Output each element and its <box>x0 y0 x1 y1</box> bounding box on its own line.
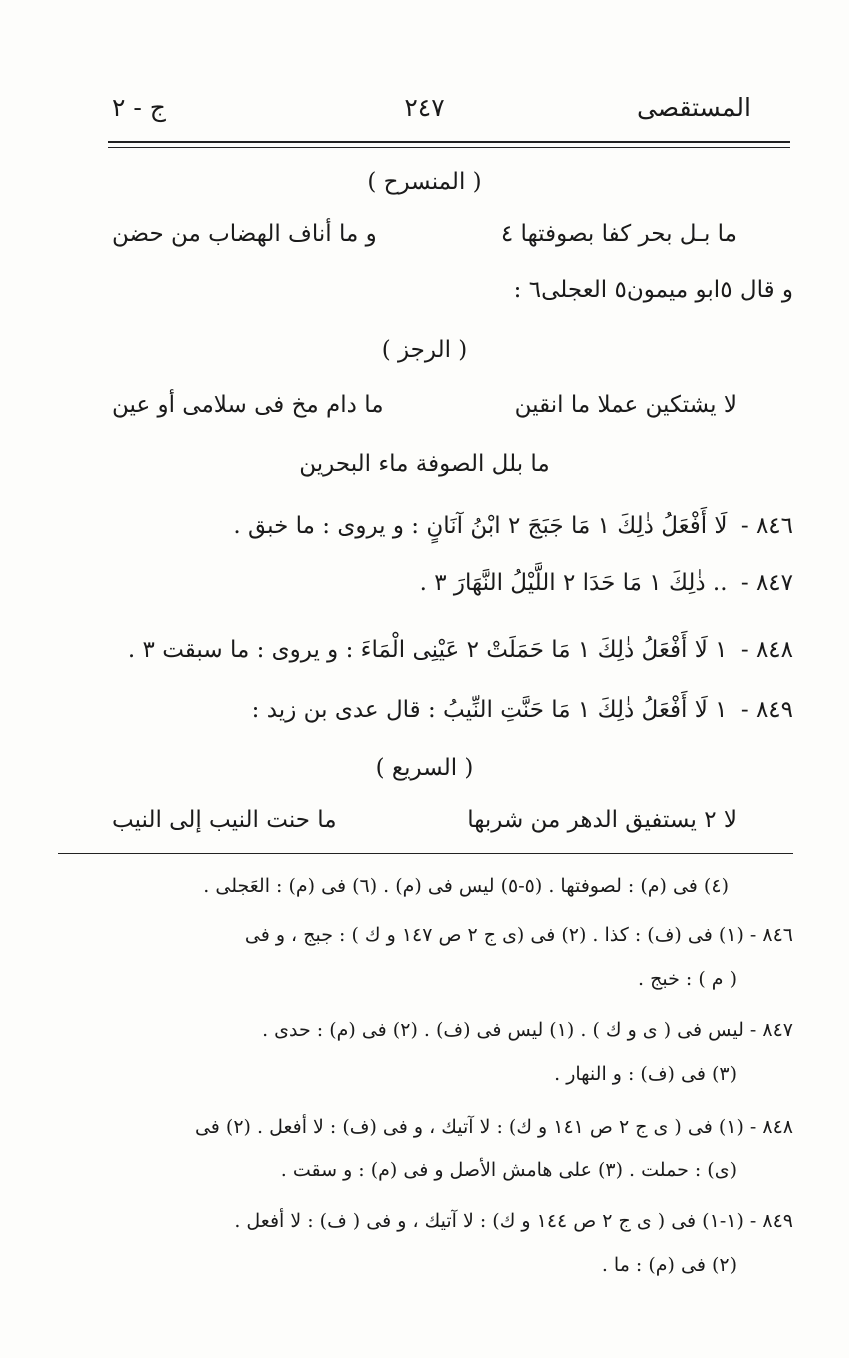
proverb-number: ٨٤٩ - <box>740 697 793 723</box>
verse-hemistich: ما بـل بحر كفا بصوفتها ٤ <box>500 221 737 247</box>
meter-label: ( المنسرح ) <box>367 169 482 195</box>
proverb-entry <box>128 630 793 670</box>
verse-line: ما بلل الصوفة ماء البحرين <box>299 451 550 477</box>
verse-hemistich: لا ٢ يستفيق الدهر من شربها <box>467 807 737 833</box>
verse-hemistich: ما حنت النيب إلى النيب <box>112 807 337 833</box>
attribution-line: و قال ٥ابو ميمون٥ العجلى٦ : <box>513 277 793 303</box>
verse-hemistich: و ما أناف الهضاب من حضن <box>112 221 377 247</box>
footnote-line: ٨٤٩ - (١-١) فى ( ى ج ٢ ص ١٤٤ و ك) : لا آتيك ، و فى ( ف) : لا أفعل . <box>234 1210 793 1232</box>
volume-label: ج - ٢ <box>112 93 166 122</box>
proverb-entry <box>233 506 793 546</box>
proverb-number: ٨٤٨ - <box>740 637 793 663</box>
proverb-text: ١ لَا أَفْعَلُ ذٰلِكَ ١ مَا حَنَّتِ النِّيبُ : قال عدى بن زيد : <box>251 697 728 723</box>
meter-label: ( الرجز ) <box>381 337 468 363</box>
proverb-text: .. ذٰلِكَ ١ مَا حَدَا ٢ اللَّيْلُ النَّهَارَ ٣ . <box>419 570 728 596</box>
footnote-line: ( م ) : خبج . <box>638 968 737 990</box>
meter-label: ( السريع ) <box>375 755 474 781</box>
verse-line <box>112 385 737 425</box>
proverb-text: ١ لَا أَفْعَلُ ذٰلِكَ ١ مَا حَمَلَتْ ٢ عَيْنِى الْمَاءَ : و يروى : ما سبقت ٣ . <box>127 637 728 663</box>
footnote-line: (ى) : حملت . (٣) على هامش الأصل و فى (م) : و سقت . <box>280 1159 737 1181</box>
header-rule-thick <box>108 141 790 143</box>
verse-line <box>112 214 737 254</box>
header-rule-thin <box>108 147 790 148</box>
proverb-number: ٨٤٦ - <box>740 513 793 539</box>
footnote-line: (٢) فى (م) : ما . <box>601 1254 737 1276</box>
footnote-line: (٤) فى (م) : لصوفتها . (٥-٥) ليس فى (م) . (٦) فى (م) : العَجلى . <box>203 875 729 897</box>
footnote-line: ٨٤٨ - (١) فى ( ى ج ٢ ص ١٤١ و ك) : لا آتيك ، و فى (ف) : لا أفعل . (٢) فى <box>194 1116 793 1138</box>
footnote-line: (٣) فى (ف) : و النهار . <box>554 1063 737 1085</box>
running-title: المستقصى <box>636 93 751 122</box>
verse-hemistich: ما دام مخ فى سلامى أو عين <box>112 392 384 418</box>
footnote-line: ٨٤٦ - (١) فى (ف) : كذا . (٢) فى (ى ج ٢ ص ١٤٧ و ك ) : جبج ، و فى <box>244 924 793 946</box>
proverb-text: لَا أَفْعَلُ ذٰلِكَ ١ مَا جَبَجَ ٢ ابْنُ آنَانٍ : و يروى : ما خبق . <box>233 513 728 539</box>
page-number: ٢٤٧ <box>404 93 445 122</box>
proverb-entry <box>252 690 793 730</box>
verse-line <box>112 800 737 840</box>
verse-hemistich: لا يشتكين عملا ما انقين <box>514 392 737 418</box>
proverb-number: ٨٤٧ - <box>740 570 793 596</box>
footnote-separator <box>58 853 793 854</box>
footnote-line: ٨٤٧ - ليس فى ( ى و ك ) . (١) ليس فى (ف) . (٢) فى (م) : حدى . <box>262 1019 793 1041</box>
proverb-entry <box>420 563 793 603</box>
